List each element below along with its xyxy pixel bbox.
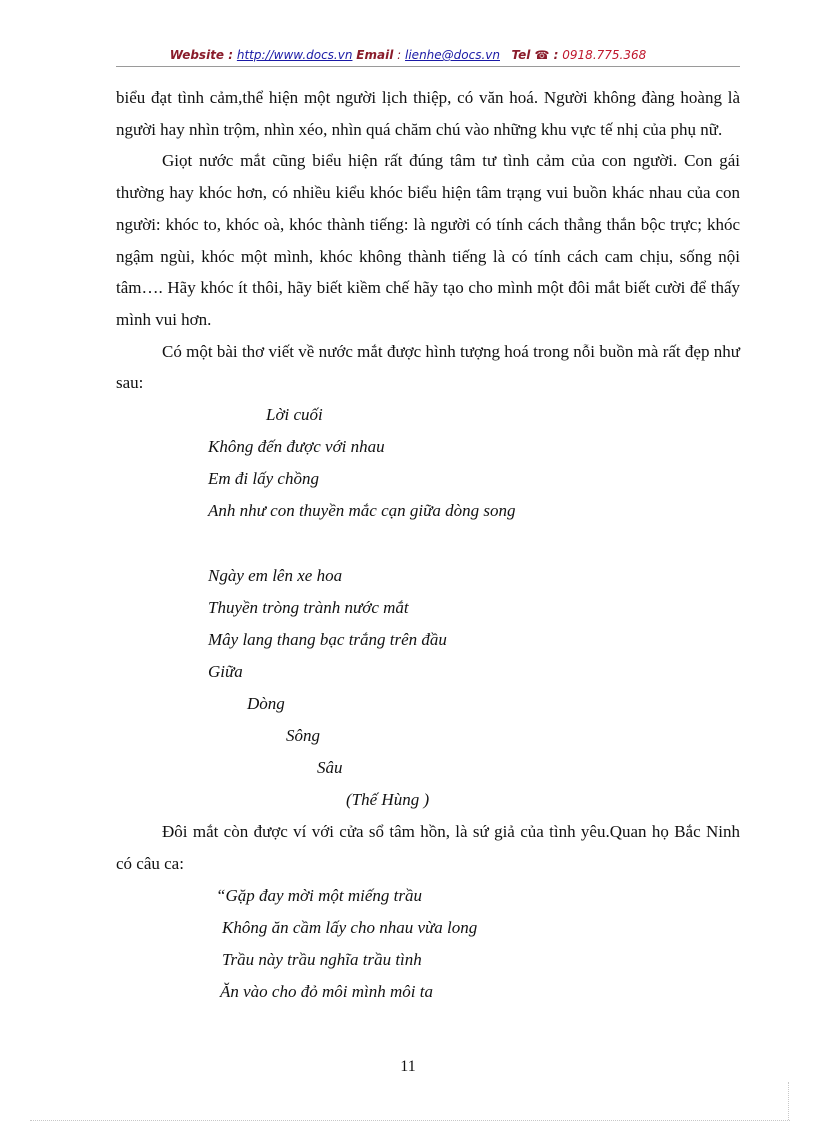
- poem-line: Sông: [286, 725, 320, 745]
- poem-line: Em đi lấy chồng: [208, 469, 319, 489]
- poem-blank-line: [116, 527, 740, 559]
- poem-line: Ngày em lên xe hoa: [208, 565, 343, 585]
- footer-divider: [30, 1120, 790, 1121]
- poem-line: Ăn vào cho đỏ môi mình môi ta: [220, 981, 433, 1001]
- poem-line: Anh như con thuyền mắc cạn giữa dòng song: [208, 501, 516, 521]
- paragraph-intro: biểu đạt tình cảm,thể hiện một người lịch thiệp, có văn hoá. Người không đàng hoàng là người hay nhìn trộm, nhìn xéo, nhìn quá chăm chú vào những khu vực tế nhị của phụ nữ.: [116, 88, 740, 139]
- poem-line: Sâu: [317, 758, 343, 778]
- poem-line: “Gặp đay mời một miếng trầu: [216, 885, 422, 905]
- paragraph-eyes: Đôi mắt còn được ví với cửa sổ tâm hồn, là sứ giả của tình yêu.Quan họ Bắc Ninh có câu ca:: [116, 822, 740, 873]
- website-link[interactable]: http://www.docs.vn: [236, 48, 353, 62]
- poem-quan-ho: [116, 880, 740, 1008]
- phone-number: 0918.775.368: [562, 48, 647, 62]
- paragraph-poem-intro: Có một bài thơ viết về nước mắt được hình tượng hoá trong nỗi buồn mà rất đẹp như sau:: [116, 341, 740, 393]
- website-label: Website :: [169, 48, 234, 62]
- document-body: [116, 82, 740, 1008]
- phone-label: Tel ☎ :: [511, 48, 559, 62]
- poem-line: Không ăn cầm lấy cho nhau vừa long: [222, 917, 478, 937]
- email-separator: :: [393, 48, 402, 62]
- poem-line: Trầu này trầu nghĩa trầu tình: [222, 949, 422, 969]
- poem-author: (Thế Hùng ): [346, 790, 430, 810]
- paragraph-tears: Giọt nước mắt cũng biểu hiện rất đúng tâm tư tình cảm của con người. Con gái thường hay khóc hơn, có nhiều kiểu khóc biểu hiện tâm trạng vui buồn khác nhau của con người: khóc to, khóc oà, khóc thành tiếng: là người có tính cách thẳng thắn bộc trực; khóc ngậm ngùi, khóc một mình, khóc không thành tiếng là có tính cách cam chịu, sống nội tâm…. Hãy khóc ít thôi, hãy biết kiềm chế hãy tạo cho mình một đôi mắt biết cười để thấy mình vui hơn.: [116, 151, 740, 329]
- poem-line: Thuyền tròng trành nước mắt: [208, 597, 409, 617]
- poem-line: Giữa: [208, 661, 243, 681]
- poem-line: Mây lang thang bạc trắng trên đầu: [208, 629, 447, 649]
- email-link[interactable]: lienhe@docs.vn: [405, 48, 500, 62]
- email-label: Email: [356, 48, 394, 62]
- page-corner-mark: [788, 1082, 790, 1120]
- poem-loi-cuoi: [116, 399, 740, 816]
- poem-line: Không đến được với nhau: [208, 437, 385, 457]
- poem-line: Dòng: [247, 693, 285, 713]
- page-header: [0, 47, 816, 63]
- page-number: 11: [400, 1058, 416, 1075]
- poem-title: Lời cuối: [266, 405, 323, 425]
- header-divider: [116, 66, 740, 67]
